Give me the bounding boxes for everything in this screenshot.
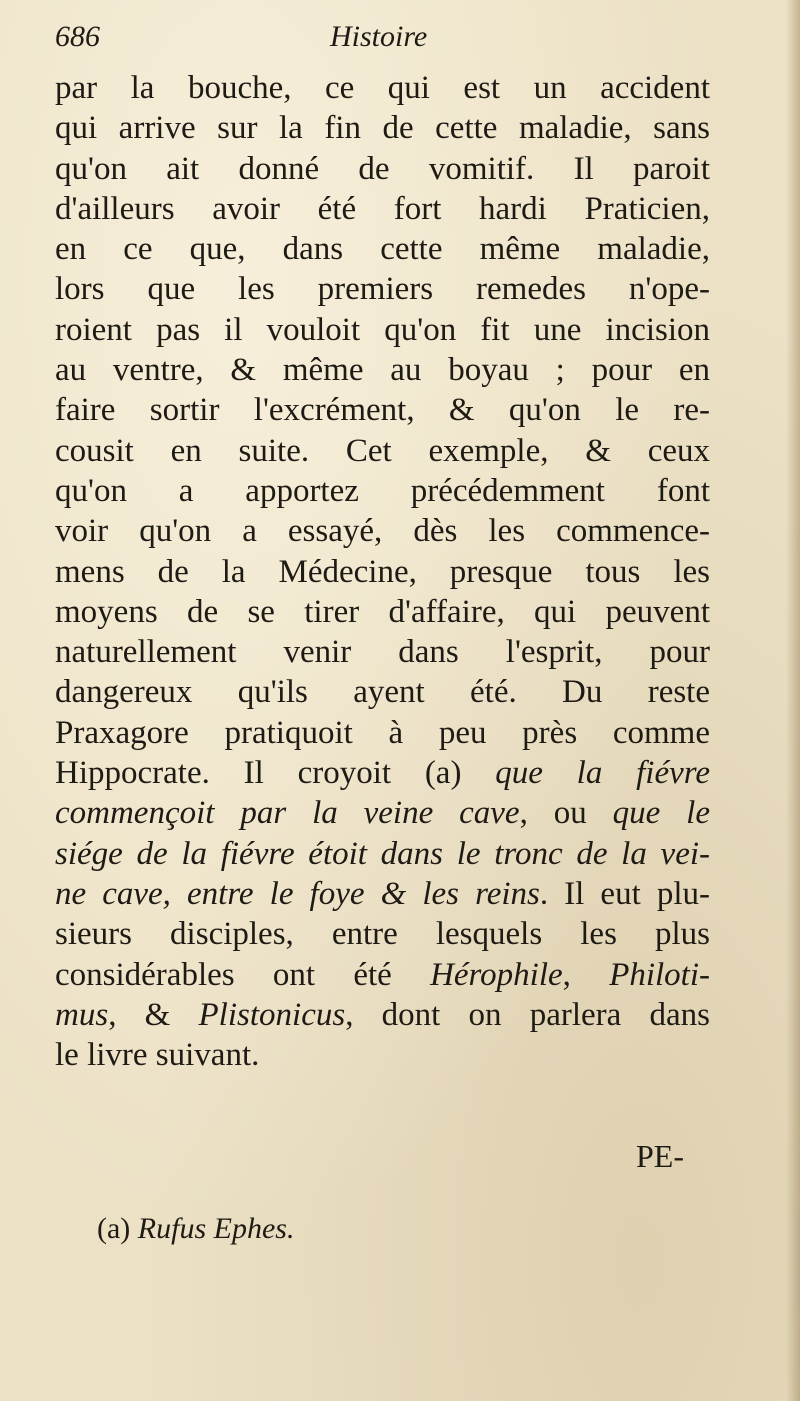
text-line bbox=[55, 229, 710, 269]
text-line bbox=[55, 350, 710, 390]
text-line bbox=[55, 189, 710, 229]
text-line bbox=[55, 592, 710, 632]
footnote bbox=[97, 1212, 294, 1246]
text-line bbox=[55, 713, 710, 753]
text-line bbox=[55, 834, 710, 874]
text-line bbox=[55, 552, 710, 592]
italic-text: mus bbox=[55, 996, 109, 1033]
text-line bbox=[55, 632, 710, 672]
italic-text: commençoit par la veine cave bbox=[55, 795, 520, 832]
line-text: Praxagore pratiquoit à peu près comme bbox=[55, 714, 710, 751]
text-line bbox=[55, 914, 710, 954]
line-text: , bbox=[562, 956, 610, 993]
italic-text: ne cave, entre le foye & les reins bbox=[55, 875, 540, 912]
text-line bbox=[55, 753, 710, 793]
text-line bbox=[55, 390, 710, 430]
line-text: sieurs disciples, entre lesquels les plus bbox=[55, 916, 710, 953]
line-text: qu'on ait donné de vomitif. Il paroit bbox=[55, 150, 710, 187]
body-text bbox=[55, 68, 710, 1075]
text-line bbox=[55, 269, 710, 309]
line-text: naturellement venir dans l'esprit, pour bbox=[55, 634, 710, 671]
line-text: au ventre, & même au boyau ; pour en bbox=[55, 352, 710, 389]
text-line bbox=[55, 310, 710, 350]
italic-text: que la fiévre bbox=[495, 755, 711, 792]
page-edge-shadow bbox=[786, 0, 800, 1401]
italic-text: Hérophile bbox=[430, 956, 563, 993]
text-line bbox=[55, 149, 710, 189]
line-text: , & bbox=[108, 996, 199, 1033]
line-text: cousit en suite. Cet exemple, & ceux bbox=[55, 432, 710, 469]
line-text: par la bouche, ce qui est un accident bbox=[55, 70, 710, 106]
catchword: PE- bbox=[636, 1138, 684, 1174]
text-line bbox=[55, 995, 710, 1035]
line-text: roient pas il vouloit qu'on fit une incision bbox=[55, 311, 710, 348]
line-text: qui arrive sur la fin de cette maladie, sans bbox=[55, 110, 710, 147]
line-text: qu'on a apportez précédemment font bbox=[55, 472, 710, 509]
text-line bbox=[55, 874, 710, 914]
line-text: dangereux qu'ils ayent été. Du reste bbox=[55, 674, 710, 711]
line-text: lors que les premiers remedes n'ope- bbox=[55, 271, 710, 308]
line-text: en ce que, dans cette même maladie, bbox=[55, 231, 710, 268]
italic-text: que le bbox=[612, 795, 710, 832]
text-line bbox=[55, 793, 710, 833]
text-line bbox=[55, 471, 710, 511]
text-line bbox=[55, 511, 710, 551]
line-text: . Il eut plu- bbox=[539, 875, 710, 912]
italic-text: Plistonicus bbox=[198, 996, 346, 1033]
line-text: d'ailleurs avoir été fort hardi Praticien, bbox=[55, 190, 710, 227]
page-number: 686 bbox=[55, 20, 100, 53]
line-text: , dont on parlera dans bbox=[345, 996, 710, 1033]
italic-text: Philoti- bbox=[609, 956, 711, 993]
footnote-text: Rufus Ephes. bbox=[137, 1212, 295, 1245]
footnote-marker: (a) bbox=[97, 1212, 131, 1245]
line-text: , ou bbox=[519, 795, 613, 832]
line-text: mens de la Médecine, presque tous les bbox=[55, 553, 710, 590]
text-line bbox=[55, 672, 710, 712]
line-text: voir qu'on a essayé, dès les commence- bbox=[55, 513, 710, 550]
text-line bbox=[55, 431, 710, 471]
text-line bbox=[55, 68, 710, 108]
text-line bbox=[55, 108, 710, 148]
line-text: Hippocrate. Il croyoit (a) bbox=[55, 755, 496, 792]
text-line bbox=[55, 1035, 710, 1075]
text-line bbox=[55, 955, 710, 995]
italic-text: siége de la fiévre étoit dans le tronc de la vei- bbox=[55, 835, 710, 872]
line-text: moyens de se tirer d'affaire, qui peuvent bbox=[55, 593, 710, 630]
line-text: faire sortir l'excrément, & qu'on le re- bbox=[55, 392, 710, 429]
running-head bbox=[55, 20, 595, 60]
running-title: Histoire bbox=[330, 20, 428, 53]
line-text: le livre suivant. bbox=[55, 1037, 260, 1074]
line-text: considérables ont été bbox=[55, 956, 431, 993]
